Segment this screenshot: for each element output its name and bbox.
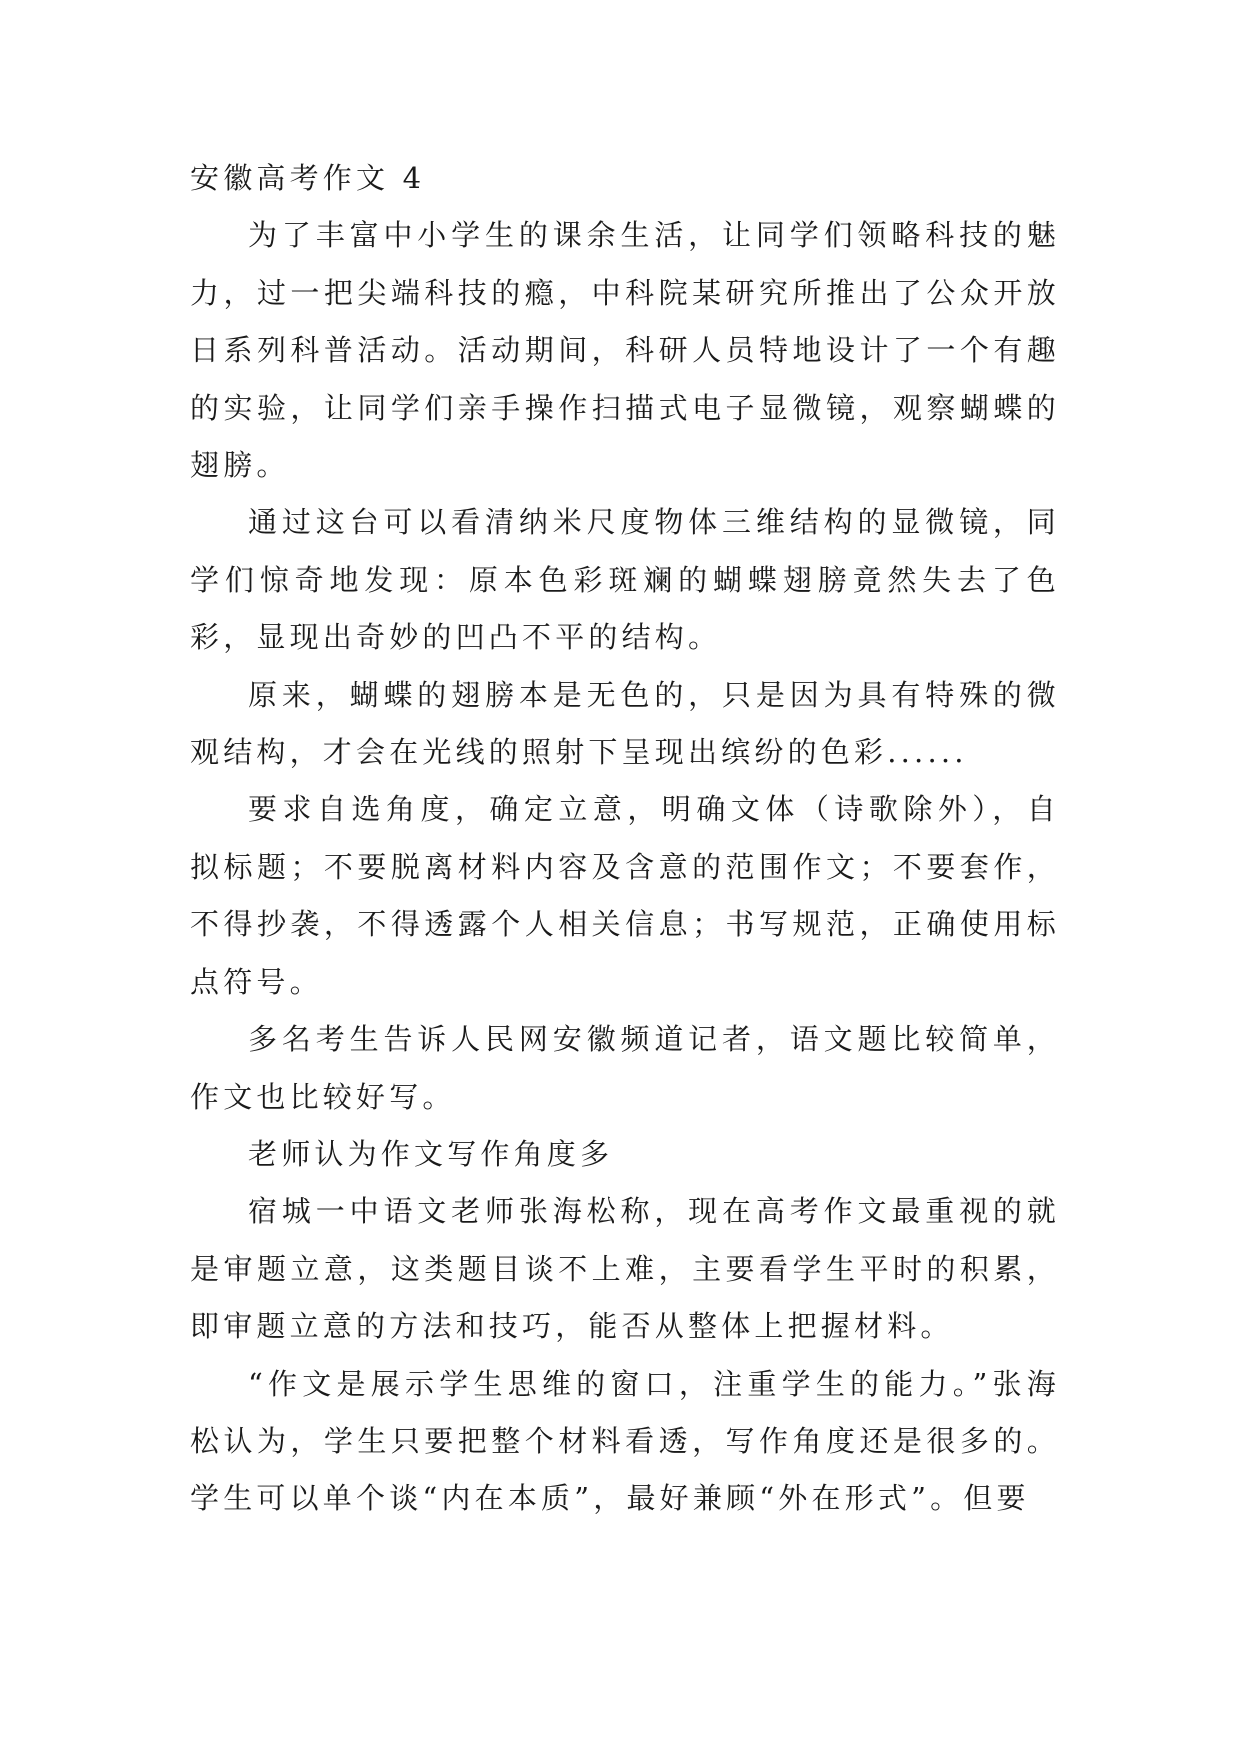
paragraph-microscope: 通过这台可以看清纳米尺度物体三维结构的显微镜，同学们惊奇地发现：原本色彩斑斓的蝴蝶翅膀竟然失去了色彩，显现出奇妙的凹凸不平的结构。 [190, 505, 1060, 655]
paragraph-intro: 为了丰富中小学生的课余生活，让同学们领略科技的魅力，过一把尖端科技的瘾，中科院某研究所推出了公众开放日系列科普活动。活动期间，科研人员特地设计了一个有趣的实验，让同学们亲手操作扫描式电子显微镜，观察蝴蝶的翅膀。 [190, 218, 1060, 483]
document-title: 安徽高考作文 4 [190, 161, 426, 195]
paragraph-requirements: 要求自选角度，确定立意，明确文体（诗歌除外），自拟标题；不要脱离材料内容及含意的范围作文；不要套作，不得抄袭，不得透露个人相关信息；书写规范，正确使用标点符号。 [190, 792, 1060, 999]
paragraph-explanation: 原来，蝴蝶的翅膀本是无色的，只是因为具有特殊的微观结构，才会在光线的照射下呈现出缤纷的色彩...... [190, 677, 1060, 770]
paragraph-teacher: 宿城一中语文老师张海松称，现在高考作文最重视的就是审题立意，这类题目谈不上难，主要看学生平时的积累，即审题立意的方法和技巧，能否从整体上把握材料。 [190, 1194, 1060, 1344]
paragraph-students: 多名考生告诉人民网安徽频道记者，语文题比较简单，作文也比较好写。 [190, 1022, 1060, 1114]
document-body [190, 150, 1060, 1528]
section-heading: 老师认为作文写作角度多 [248, 1136, 614, 1171]
paragraph-quote: “作文是展示学生思维的窗口，注重学生的能力。”张海松认为，学生只要把整个材料看透，写作角度还是很多的。学生可以单个谈“内在本质”，最好兼顾“外在形式”。但要 [190, 1366, 1060, 1516]
